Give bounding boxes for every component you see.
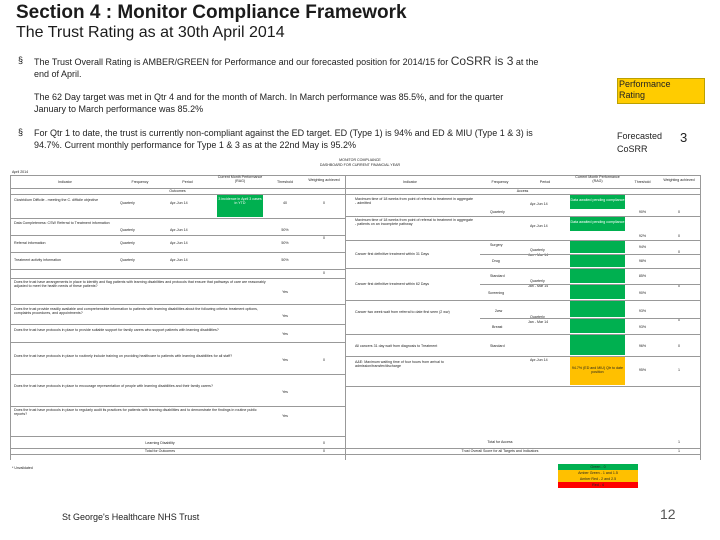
right-row-frequency: Quarterly [530,315,545,319]
right-row-indicator: Cancer first definitive treatment within 31 Days [355,252,430,256]
right-row-indicator: All cancers 31 day wait from diagnosis to Treatment [355,344,438,348]
left-row-threshold: Yes [282,414,288,418]
right-row-rag-green [570,269,625,283]
left-row-threshold: Yes [282,358,288,362]
left-row-threshold: 50% [281,241,289,245]
right-total-label: Trust Overall Score for all Targets and Indicators [461,449,539,453]
left-row-threshold: Yes [282,332,288,336]
right-total-value: 1 [678,449,680,453]
left-row-rag: 3 incidence in April 3 cases in YTD [218,197,262,206]
right-row-frequency: Quarterly [530,279,545,283]
right-row-frequency: Quarterly [530,248,545,252]
right-row-threshold: 85% [638,274,647,278]
left-header-period: Period [182,180,193,184]
left-row-weight: 0 [323,236,325,240]
left-header-weighting: Weighting achieved [308,178,340,182]
dashboard-title-2: DASHBOARD FOR CURRENT FINANCIAL YEAR [319,163,401,167]
dashboard-title-1: MONITOR COMPLIANCE [339,158,381,162]
bullet-1-para2-line1: The 62 Day target was met in Qtr 4 and for the month of March. In March performance was 85.5%, and for the quarter [34,92,504,102]
right-row-threshold: 98% [638,259,647,263]
right-row-period: Jan - Mar 14 [528,284,549,288]
right-row-rag: 94.7% (ED and MIU) Qtr to date position [571,366,624,375]
legend-label: Amber Red - 2 and 2.5 [579,477,617,481]
right-row-rag-green [570,241,625,253]
left-row-frequency: Quarterly [120,228,135,232]
left-header-indicator: Indicator [58,180,72,184]
right-row-sub: Screening [488,291,505,295]
right-header-period: Period [539,180,551,184]
left-row-threshold: 50% [281,228,289,232]
left-row-frequency: Quarterly [120,201,135,205]
right-row-indicator: Cancer first definitive treatment within 62 Days [355,282,430,286]
forecasted-cosrr-value: 3 [680,130,688,145]
right-row-threshold: 93% [638,309,647,313]
performance-label-line1: Performance [619,79,671,89]
right-row-threshold: 96% [638,344,647,348]
forecasted-cosrr-label [617,130,662,156]
left-row-threshold: Yes [282,390,288,394]
performance-label-line2: Rating [619,90,646,100]
left-header-frequency: Frequency [131,180,149,184]
left-row-period: Apr-Jun 14 [170,258,188,262]
left-header-rag: Current Month Performance (RAG) [217,175,263,184]
left-total-label: Total for Outcomes [144,449,176,453]
right-row-indicator: A&E: Maximum waiting time of four hours from arrival to admission/transfer/discharge [355,360,444,369]
right-row-sub: 2ww [495,309,503,313]
right-row-threshold: 90% [638,291,647,295]
cosrr-label-line2: CoSRR [617,144,648,154]
right-row-threshold: 94% [638,245,647,249]
page-title: Section 4 : Monitor Compliance Framework [16,2,407,23]
right-row-weight: 0 [678,250,680,254]
right-row-sub: Breast [492,325,503,329]
bullet-marker: § [18,127,24,137]
right-header-weighting: Weighting achieved [663,178,695,182]
right-header-rag: Current Month Performance (RAG) [575,175,620,184]
page-number: 12 [660,506,676,522]
bullet-1-tail: at the [515,57,539,67]
bullet-1-paragraph-2 [34,91,614,115]
left-row-period: Apr-Jun 14 [170,201,188,205]
bullet-1-para2-line2: January to March performance was 85.2% [34,104,204,114]
right-row-rag-green [570,335,625,355]
right-row-sub: Standard [490,274,505,278]
compliance-dashboard [10,158,710,498]
right-row-weight: 0 [678,210,680,214]
dashboard-month: April 2014 [12,170,29,174]
left-row-threshold: Yes [282,290,288,294]
bullet-2-line1: For Qtr 1 to date, the trust is currently non-compliant against the ED target. ED (Type 1) is 94% and ED & MIU (Type 1 & 3) is [34,128,533,138]
right-row-indicator: Maximum time of 18 weeks from point of referral to treatment in aggregate - patients on an incomplete pathway [355,218,474,227]
left-row-indicator: Does the trust have protocols in place to routinely include training on providing healthcare to patients with learning disabilities for all staff? [14,354,233,358]
left-row-weight: 0 [323,201,325,205]
right-header-frequency: Frequency [491,180,509,184]
right-row-rag: Data awaited pending compliance [570,198,625,202]
right-row-sub: Standard [490,344,505,348]
right-header-indicator: Indicator [403,180,417,184]
right-row-indicator: Maximum time of 18 weeks from point of referral to treatment in aggregate - admitted [355,197,474,206]
right-row-period: Jan - Mar 14 [528,320,549,324]
right-row-period: Apr-Jun 14 [530,202,548,206]
right-row-rag-green [570,319,625,333]
left-row-weight: 0 [323,271,325,275]
left-row-threshold: 50% [281,258,289,262]
right-row-period: Jan - Mar 14 [528,253,549,257]
left-row-indicator: Data Completeness: CSW Referral to Treatment information [14,221,110,225]
bullet-1 [34,55,614,80]
right-row-weight: 0 [678,344,680,348]
left-total-value: 0 [323,449,325,453]
bullet-1-text: The Trust Overall Rating is AMBER/GREEN for Performance and our forecasted position for 2014/15 for [34,57,449,67]
right-row-period: Apr-Jun 14 [530,358,548,362]
right-row-sub: Drug [492,259,500,263]
bullet-2 [34,127,614,151]
legend-label: Amber Green - 1 and 1.5 [578,471,618,475]
left-row-indicator: Does the trust have protocols in place to regularly audit its practices for patients with learning disabilities and to demonstrate the findings in routine public reports? [14,408,257,417]
performance-rating-label [619,79,671,101]
left-row-threshold: Yes [282,314,288,318]
left-row-period: Apr-Jun 14 [170,241,188,245]
left-row-indicator: Treatment activity information [14,258,62,262]
legend-label: Green - 0 [590,465,606,469]
right-row-rag-green [570,301,625,317]
right-row-sub: Surgery [490,243,503,247]
left-row-indicator: Does the trust have protocols in place to encourage representation of people with learning disabilities and their family carers? [14,384,213,388]
left-row-weight: 0 [323,358,325,362]
bullet-1-cosrr: CoSRR is 3 [450,54,514,68]
right-row-weight: 0 [678,318,680,322]
left-row-indicator: Does the trust have arrangements in place to identify and flag patients with learning disabilities and protocols that ensure that pathways of care are reasonably adjusted to meet the health needs of these patients? [14,280,266,289]
left-total-value: 0 [323,441,325,445]
left-row-indicator: Referral information [14,241,46,245]
left-header-threshold: Threshold [277,180,293,184]
unvalidated-note: * Unvalidated [12,466,33,470]
right-row-threshold: 90% [638,210,647,214]
cosrr-label-line1: Forecasted [617,131,663,141]
right-section-label: Access [516,189,529,193]
right-row-threshold: 92% [638,234,647,238]
page-subtitle: The Trust Rating as at 30th April 2014 [16,24,285,41]
right-total-value: 1 [678,440,680,444]
left-row-threshold: 40 [283,201,287,205]
right-row-period: Apr-Jun 14 [530,224,548,228]
left-total-label: Learning Disability [145,441,175,445]
left-row-indicator: Does the trust have protocols in place to provide suitable support for family carers who support patients with learning disabilities? [14,328,219,332]
left-row-frequency: Quarterly [120,241,135,245]
right-row-indicator: Cancer two week wait from referral to date first seen (2 ww) [355,310,450,314]
bullet-2-line2: 94.7%. Current monthly performance for Type 1 & 3 as at the 22nd May is 95.2% [34,140,357,150]
bullet-marker: § [18,55,24,65]
left-row-indicator: Clostridium Difficile - meeting the C. difficile objective [14,198,99,202]
footer-organisation: St George's Healthcare NHS Trust [62,512,200,522]
right-row-threshold: 93% [638,325,647,329]
left-row-frequency: Quarterly [120,258,135,262]
right-row-threshold: 95% [638,368,647,372]
left-row-indicator: Does the trust provide readily available and comprehensible information to patients with learning disabilities about the following criteria: treatment options, complaints procedures, and appointments? [14,307,258,316]
right-row-weight: 1 [678,368,680,372]
right-row-rag-green [570,285,625,299]
right-total-label: Total for Access [487,440,513,444]
left-section-label: Outcomes [169,189,186,193]
right-row-rag-green [570,255,625,267]
right-row-weight: 0 [678,284,680,288]
right-row-weight: 0 [678,234,680,238]
legend-label: Red - 4 [592,483,604,487]
right-header-threshold: Threshold [634,180,651,184]
left-row-period: Apr-Jun 14 [170,228,188,232]
right-row-frequency: Quarterly [490,210,505,214]
right-row-rag: Data awaited pending compliance [570,220,625,224]
bullet-1-line2: end of April. [34,69,82,79]
